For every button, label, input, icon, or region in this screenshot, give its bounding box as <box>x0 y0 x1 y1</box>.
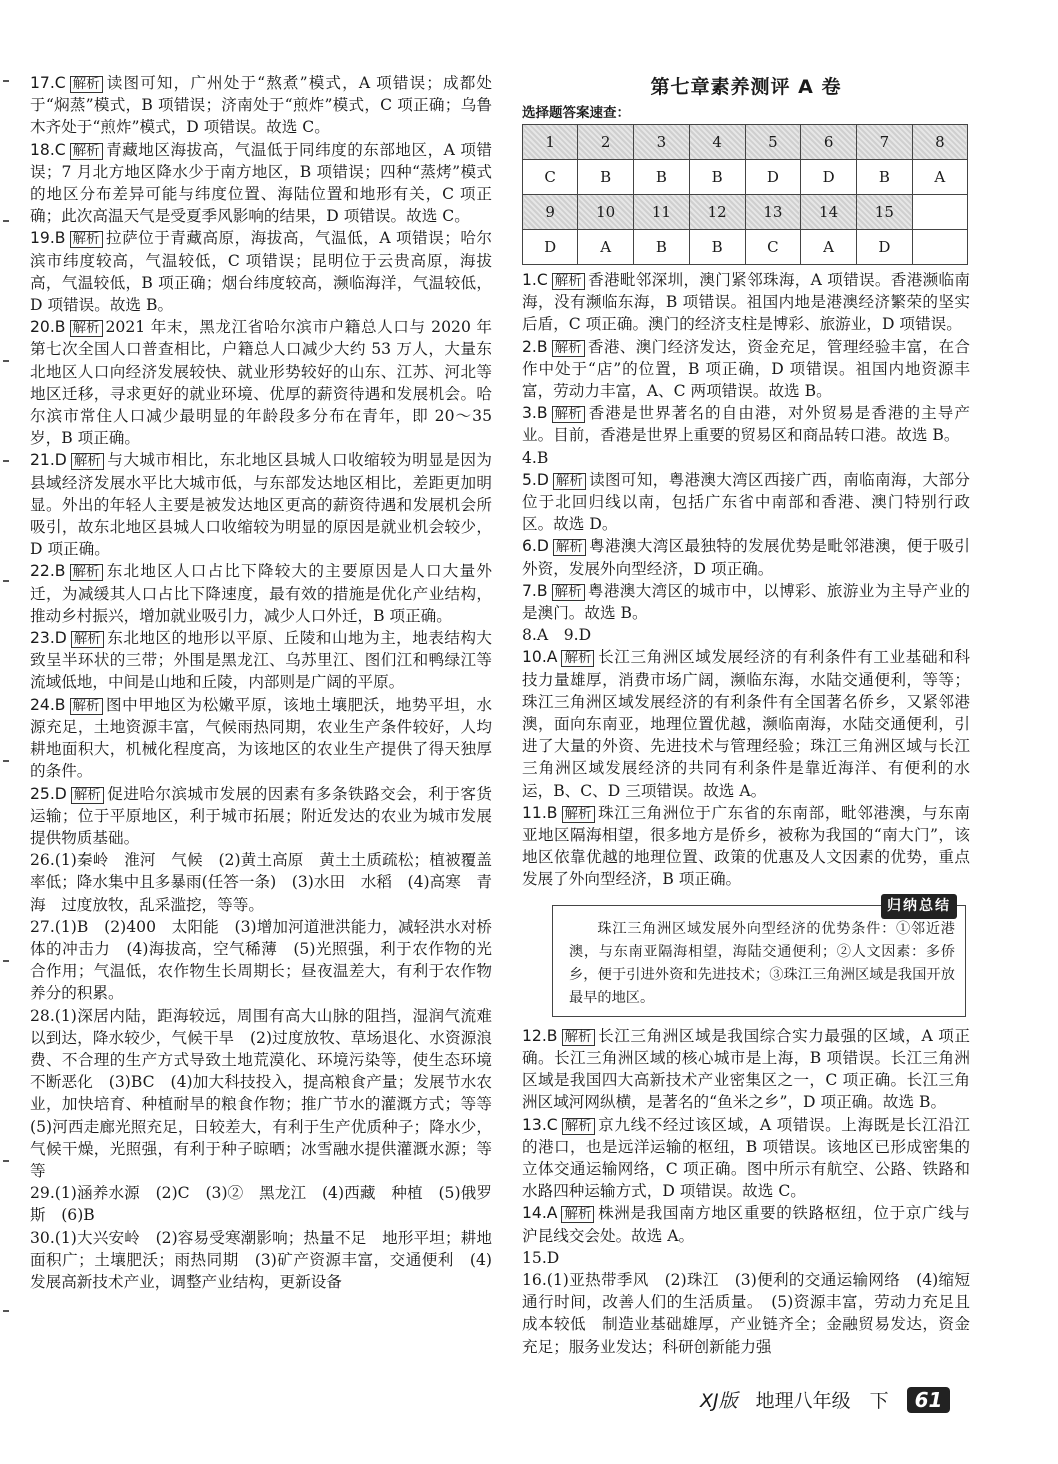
answer-text: 香港、澳门经济发达，资金充足，管理经验丰富，在合作中处于“店”的位置，B 项正确，D 项错误。祖国内地资源丰富，劳动力丰富，A、C 两项错误。故选 B。 <box>522 337 970 401</box>
summary-label: 归纳总结 <box>881 894 957 919</box>
answer-text: 粤港澳大湾区的城市中，以博彩、旅游业为主导产业的是澳门。故选 B。 <box>522 581 970 623</box>
empty-cell <box>912 195 967 230</box>
answer-entry <box>30 1227 492 1294</box>
question-number: 22.B <box>30 562 66 581</box>
answer-text: 香港是世界著名的自由港，对外贸易是香港的主导产业。目前，香港是世界上重要的贸易区和商品转口港。故选 B。 <box>522 404 970 445</box>
answer-entry <box>30 1005 508 1183</box>
summary-box <box>552 897 966 1017</box>
answer-entry <box>522 1114 970 1203</box>
answer-entry <box>30 449 492 560</box>
table-cell: 9 <box>523 195 578 230</box>
answer-entry <box>522 336 970 403</box>
answer-entry <box>30 316 492 449</box>
answer-entry <box>522 402 970 446</box>
table-cell: D <box>856 230 912 265</box>
answer-text: 拉萨位于青藏高原，海拔高，气温低，A 项错误；哈尔滨市纬度较高，气温较低，C 项错误；昆明位于云贵高原，海拔高，气温较低，B 项正确；烟台纬度较高，濒临海洋，气温较低，D 项错误。故选 B。 <box>30 229 492 315</box>
table-cell: B <box>689 230 745 265</box>
answer-text: 读图可知，粤港澳大湾区西接广西，南临南海，大部分位于北回归线以南，包括广东省中南部和香港、澳门特别行政区。故选 D。 <box>522 470 970 534</box>
analysis-tag: 解析 <box>70 320 103 337</box>
analysis-tag: 解析 <box>552 584 585 601</box>
table-cell: 1 <box>523 125 578 160</box>
analysis-tag: 解析 <box>71 787 104 804</box>
answer-text: 2021 年末，黑龙江省哈尔滨市户籍总人口与 2020 年第七次全国人口普查相比，户籍总人口减少大约 53 万人，大量东北地区人口向经济发展较快、就业形势较好的山东、江苏、河北等地区迁移，寻求更好的就业环境、优厚的薪资待遇和发展机会。哈尔滨市常住人口减少最明显的年龄段多分布在青年，即 20～35 岁，B 项正确。 <box>30 318 492 448</box>
page-number: 61 <box>907 1387 951 1413</box>
table-cell: B <box>634 160 690 195</box>
question-number: 20.B <box>30 318 66 337</box>
question-number: 18.C <box>30 140 66 159</box>
margin-tick <box>3 460 9 462</box>
answer-text: 29.(1)涵养水源 (2)C (3)② 黑龙江 (4)西藏 种植 (5)俄罗斯 (6)B <box>30 1184 492 1225</box>
answer-text: 东北地区人口占比下降较大的主要原因是人口大量外迁，为减缓其人口占比下降速度，最有效的措施是优化产业结构，推动乡村振兴，增加就业吸引力，减少人口外迁，B 项正确。 <box>30 562 492 625</box>
question-number: 17.C <box>30 74 66 92</box>
table-cell: B <box>634 230 690 265</box>
analysis-tag: 解析 <box>562 806 595 823</box>
analysis-tag: 解析 <box>70 76 103 93</box>
question-number-row <box>523 125 968 160</box>
answer-entry <box>522 447 970 469</box>
analysis-tag: 解析 <box>71 631 104 648</box>
answer-entry <box>30 227 492 316</box>
question-number: 13.C <box>522 1115 558 1134</box>
answer-entry <box>522 624 970 646</box>
summary-text: 珠江三角洲区域发展外向型经济的优势条件：①邻近港澳，与东南亚隔海相望，海陆交通便利；②人文因素：多侨乡，便于引进外资和先进技术；③珠江三角洲区域是我国开放最早的地区。 <box>569 920 955 1006</box>
answer-entry <box>522 646 970 801</box>
analysis-tag: 解析 <box>553 539 586 556</box>
answer-text: 15.D <box>522 1248 560 1267</box>
answer-text: 4.B <box>522 448 549 467</box>
question-number: 21.D <box>30 451 67 470</box>
table-cell: A <box>801 230 857 265</box>
table-cell: 13 <box>745 195 801 230</box>
answer-entry <box>30 72 492 139</box>
answer-entry <box>522 1247 970 1269</box>
analysis-tag: 解析 <box>70 564 103 581</box>
table-cell: C <box>745 230 801 265</box>
answer-list-part1 <box>522 269 970 891</box>
answer-entry <box>30 139 492 228</box>
answer-text: 长江三角洲区域是我国综合实力最强的区域，A 项正确。长江三角洲区域的核心城市是上海，B 项错误。长江三角洲区域是我国四大高新技术产业密集区之一，C 项正确。长江三角洲区域河网纵横，是著名的“鱼米之乡”，D 项正确。故选 B。 <box>522 1026 970 1112</box>
answer-table <box>522 124 968 265</box>
answer-text: 长江三角洲区域发展经济的有利条件有工业基础和科技力量雄厚，消费市场广阔，濒临东海，水陆交通便利，等等；珠江三角洲区域发展经济的有利条件有全国著名侨乡，又紧邻港澳，面向东南亚，地理位置优越，濒临南海，水陆交通便利，引进了大量的外资、先进技术与管理经验；珠江三角洲区域与长江三角洲区域发展经济的共同有利条件是靠近海洋、有便利的水运，B、C、D 三项错误。故选 A。 <box>522 648 970 800</box>
margin-tick <box>3 580 9 582</box>
answer-row <box>523 230 968 265</box>
answer-text: 珠江三角洲位于广东省的东南部，毗邻港澳，与东南亚地区隔海相望，很多地方是侨乡，被称为我国的“南大门”，该地区依靠优越的地理位置、政策的优惠及人文因素的优势，重点发展了外向型经济，B 项正确。 <box>522 803 970 889</box>
question-number: 10.A <box>522 648 558 667</box>
table-cell: 4 <box>689 125 745 160</box>
question-number: 14.A <box>522 1204 558 1223</box>
margin-tick <box>3 1160 9 1162</box>
question-number: 19.B <box>30 229 66 248</box>
table-cell: B <box>578 160 634 195</box>
table-cell: 5 <box>745 125 801 160</box>
answer-text: 京九线不经过该区域，A 项错误。上海既是长江沿江的港口，也是远洋运输的枢纽，B 项错误。该地区已形成密集的立体交通运输网络，C 项正确。图中所示有航空、公路、铁路和水路四种运输方式，D 项错误。故选 C。 <box>522 1115 970 1201</box>
answer-text: 28.(1)深居内陆，距海较远，周围有高大山脉的阻挡，湿润气流难以到达，降水较少，气候干旱 (2)过度放牧、草场退化、水资源浪费、不合理的生产方式导致土地荒漠化、环境污染等，使生态环境不断恶化 (3)BC (4)加大科技投入，提高粮食产量；发展节水农业，加快培育、种植耐旱的粮食作物；推广节水的灌溉方式；等等 (5)河西走廊光照充足，日较差大，有利于生产优质种子；降水少，气候干燥，光照强，有利于种子晾晒；冰雪融水提供灌溉水源；等等 <box>30 1006 508 1180</box>
answer-text: 促进哈尔滨城市发展的因素有多条铁路交会，利于客货运输；位于平原地区，利于城市拓展；附近发达的农业为城市发展提供物质基础。 <box>30 784 492 847</box>
answer-entry <box>30 694 492 783</box>
answer-text: 粤港澳大湾区最独特的发展优势是毗邻港澳，便于吸引外资，发展外向型经济，D 项正确。 <box>522 537 970 578</box>
analysis-tag: 解析 <box>552 340 585 357</box>
edition-label: XJ版 <box>700 1390 738 1412</box>
answer-text: 26.(1)秦岭 淮河 气候 (2)黄土高原 黄土土质疏松；植被覆盖率低；降水集中且多暴雨(任答一条) (3)水田 水稻 (4)高寒 青海 过度放牧，乱采滥挖，等等。 <box>30 851 492 914</box>
answer-entry <box>522 535 970 579</box>
analysis-tag: 解析 <box>70 698 103 715</box>
table-cell: D <box>745 160 801 195</box>
table-cell: 6 <box>801 125 857 160</box>
empty-cell <box>912 230 967 265</box>
left-column <box>30 72 508 1293</box>
question-number: 12.B <box>522 1026 558 1045</box>
margin-tick <box>3 960 9 962</box>
table-cell: 15 <box>856 195 912 230</box>
table-cell: 7 <box>856 125 912 160</box>
answer-text: 青藏地区海拔高，气温低于同纬度的东部地区，A 项错误；7 月北方地区降水少于南方地区，B 项错误；四种“蒸烤”模式的地区分布差异可能与纬度位置、海陆位置和地形有关，C 项正确；此次高温天气是受夏季风影响的结果，D 项错误。故选 C。 <box>30 140 492 226</box>
question-number: 3.B <box>522 404 548 423</box>
table-cell: 12 <box>689 195 745 230</box>
question-number: 5.D <box>522 470 549 489</box>
table-cell: 3 <box>634 125 690 160</box>
answer-text: 香港毗邻深圳，澳门紧邻珠海，A 项错误。香港濒临南海，没有濒临东海，B 项错误。祖国内地是港澳经济繁荣的坚实后盾，C 项正确。澳门的经济支柱是博彩、旅游业，D 项错误。 <box>522 271 970 334</box>
binding-margin <box>0 60 12 1400</box>
analysis-tag: 解析 <box>70 231 103 248</box>
answer-entry <box>522 802 970 891</box>
analysis-tag: 解析 <box>561 650 594 667</box>
subject-label: 地理八年级 下 <box>755 1390 889 1412</box>
analysis-tag: 解析 <box>561 1206 594 1223</box>
margin-tick <box>3 80 9 82</box>
answer-entry <box>30 1182 492 1226</box>
answer-text: 东北地区的地形以平原、丘陵和山地为主，地表结构大致呈半环状的三带；外围是黑龙江、乌苏里江、图们江和鸭绿江等流域低地，中间是山地和丘陵，内部则是广阔的平原。 <box>30 629 492 692</box>
analysis-tag: 解析 <box>562 1029 595 1046</box>
table-cell: 10 <box>578 195 634 230</box>
question-number: 6.D <box>522 537 549 556</box>
section-title: 第七章素养测评 A 卷 <box>650 76 842 98</box>
analysis-tag: 解析 <box>562 1118 595 1135</box>
margin-tick <box>3 360 9 362</box>
answer-text: 8.A 9.D <box>522 626 592 645</box>
question-number: 2.B <box>522 337 548 356</box>
table-cell: 11 <box>634 195 690 230</box>
answer-text: 读图可知，广州处于“熬煮”模式，A 项错误；成都处于“焖蒸”模式，B 项错误；济南处于“煎炸”模式，C 项正确；乌鲁木齐处于“煎炸”模式，D 项错误。故选 C。 <box>30 74 492 137</box>
answer-entry <box>30 783 492 850</box>
table-cell: D <box>801 160 857 195</box>
question-number: 23.D <box>30 629 67 648</box>
answer-text: 16.(1)亚热带季风 (2)珠江 (3)便利的交通运输网络 (4)缩短通行时间，改善人们的生活质量。 (5)资源丰富，劳动力充足且成本较低 制造业基础雄厚，产业链齐全；金融贸易发达，资金充足；服务业发达；科研创新能力强 <box>522 1270 970 1356</box>
right-column <box>522 72 970 1358</box>
answer-row <box>523 160 968 195</box>
margin-tick <box>3 220 9 222</box>
answer-entry <box>30 916 492 1005</box>
question-number: 24.B <box>30 695 66 714</box>
table-cell: A <box>578 230 634 265</box>
analysis-tag: 解析 <box>70 143 103 160</box>
question-number: 11.B <box>522 803 558 822</box>
table-cell: C <box>523 160 578 195</box>
answer-entry <box>522 1269 970 1358</box>
answer-entry <box>30 849 492 916</box>
page-footer <box>700 1386 950 1413</box>
analysis-tag: 解析 <box>552 406 585 423</box>
table-cell: A <box>912 160 967 195</box>
question-number-row <box>523 195 968 230</box>
answer-entry <box>522 1025 970 1114</box>
answer-entry <box>30 560 492 627</box>
answer-text: 27.(1)B (2)400 太阳能 (3)增加河道泄洪能力，减轻洪水对桥体的冲击力 (4)海拔高，空气稀薄 (5)光照强，利于农作物的光合作用；气温低，农作物生长周期长；昼夜温差大，有利于农作物养分的积累。 <box>30 917 492 1003</box>
question-number: 1.C <box>522 271 548 289</box>
answer-caption: 选择题答案速查： <box>522 105 630 121</box>
margin-tick <box>3 760 9 762</box>
answer-entry <box>522 269 970 336</box>
analysis-tag: 解析 <box>552 273 585 290</box>
answer-entry <box>30 627 492 694</box>
answer-text: 图中甲地区为松嫩平原，该地土壤肥沃，地势平坦，水源充足，土地资源丰富，气候雨热同期，农业生产条件较好，人均耕地面积大，机械化程度高，为该地区的农业生产提供了得天独厚的条件。 <box>30 695 492 781</box>
answer-list-part2 <box>522 1025 970 1358</box>
answer-entry <box>522 469 970 536</box>
answer-text: 30.(1)大兴安岭 (2)容易受寒潮影响；热量不足 地形平坦；耕地面积广；土壤肥沃；雨热同期 (3)矿产资源丰富，交通便利 (4)发展高新技术产业，调整产业结构，更新设备 <box>30 1228 492 1291</box>
question-number: 25.D <box>30 784 67 803</box>
answer-text: 与大城市相比，东北地区县城人口收缩较为明显是因为县域经济发展水平比大城市低，与东部发达地区相比，差距更加明显。外出的年轻人主要是被发达地区更高的薪资待遇和发展机会所吸引，故东北地区县城人口收缩较为明显的原因是就业机会较少，D 项正确。 <box>30 451 492 559</box>
table-cell: B <box>856 160 912 195</box>
table-cell: B <box>689 160 745 195</box>
table-cell: 14 <box>801 195 857 230</box>
answer-entry <box>522 1202 970 1246</box>
answer-entry <box>522 580 970 624</box>
answer-text: 株洲是我国南方地区重要的铁路枢纽，位于京广线与沪昆线交会处。故选 A。 <box>522 1204 970 1245</box>
table-cell: 8 <box>912 125 967 160</box>
table-cell: D <box>523 230 578 265</box>
analysis-tag: 解析 <box>553 473 586 490</box>
table-cell: 2 <box>578 125 634 160</box>
analysis-tag: 解析 <box>71 453 104 470</box>
question-number: 7.B <box>522 581 548 600</box>
margin-tick <box>3 1310 9 1312</box>
